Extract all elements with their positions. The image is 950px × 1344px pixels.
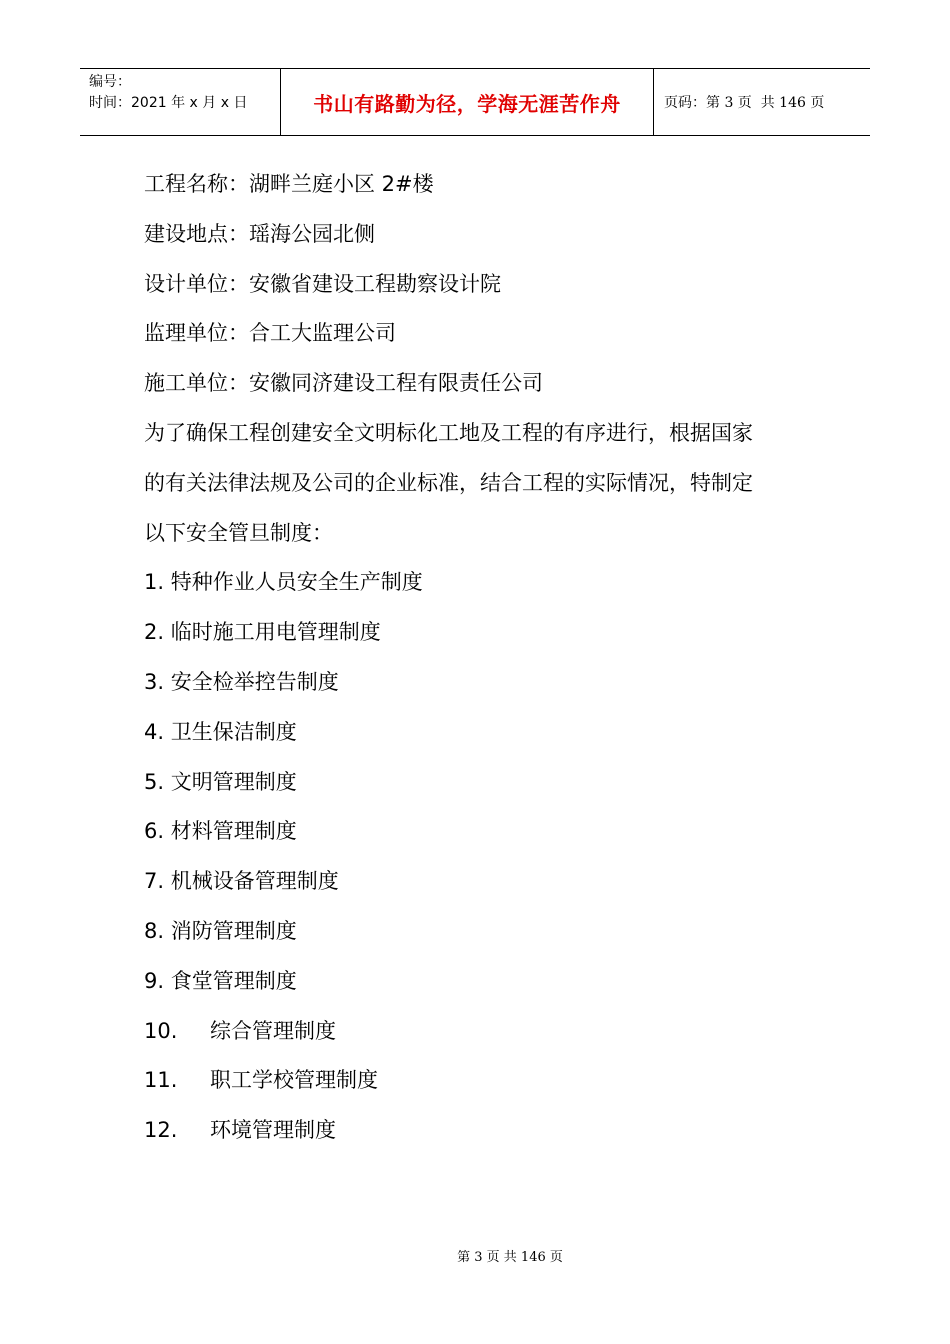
rule-text: 职工学校管理制度	[210, 1068, 378, 1093]
rule-number: 9.	[144, 968, 165, 993]
document-body	[144, 160, 824, 1156]
rule-item	[144, 758, 824, 808]
rule-number: 5.	[144, 769, 165, 794]
rule-number: 11.	[144, 1068, 178, 1093]
header-page-info	[654, 69, 870, 135]
page-header	[80, 68, 870, 136]
number-label: 编号：	[89, 74, 131, 90]
rule-item	[144, 608, 824, 658]
header-motto: 书山有路勤为径，学海无涯苦作舟	[281, 69, 654, 135]
rule-text: 综合管理制度	[210, 1018, 336, 1043]
rule-item	[144, 957, 824, 1007]
rule-number: 2.	[144, 620, 165, 645]
page-footer: 第 3 页 共 146 页	[457, 1250, 563, 1265]
rule-text: 机械设备管理制度	[170, 869, 339, 894]
design-unit: 设计单位：安徽省建设工程勘察设计院	[144, 271, 501, 296]
rule-number: 8.	[144, 918, 165, 943]
rule-item	[144, 907, 824, 957]
rule-number: 1.	[144, 570, 165, 595]
intro-line-3: 以下安全管旦制度：	[144, 520, 333, 545]
header-meta	[80, 69, 281, 135]
rule-text: 文明管理制度	[170, 769, 297, 794]
rule-text: 临时施工用电管理制度	[170, 620, 381, 645]
project-name: 工程名称：湖畔兰庭小区 2#楼	[144, 172, 434, 196]
construction-unit: 施工单位：安徽同济建设工程有限责任公司	[144, 371, 543, 396]
project-location: 建设地点：瑶海公园北侧	[144, 221, 375, 246]
intro-line-2: 的有关法律法规及公司的企业标准，结合工程的实际情况，特制定	[144, 470, 753, 495]
rule-number: 6.	[144, 819, 165, 844]
rule-text: 安全检举控告制度	[170, 669, 339, 694]
intro-line-1: 为了确保工程创建安全文明标化工地及工程的有序进行，根据国家	[144, 420, 753, 445]
rule-item	[144, 857, 824, 907]
rule-text: 材料管理制度	[170, 819, 297, 844]
rule-number: 4.	[144, 719, 165, 744]
rule-text: 消防管理制度	[170, 918, 297, 943]
supervision-unit: 监理单位：合工大监理公司	[144, 321, 396, 346]
rule-number: 12.	[144, 1118, 178, 1143]
rule-text: 环境管理制度	[210, 1118, 336, 1143]
rule-item	[144, 807, 824, 857]
time-label: 时间：2021 年 x 月 x 日	[89, 95, 248, 111]
rule-number: 3.	[144, 669, 165, 694]
rule-text: 卫生保洁制度	[170, 719, 297, 744]
rule-text: 食堂管理制度	[170, 968, 297, 993]
rule-text: 特种作业人员安全生产制度	[170, 570, 423, 595]
rule-number: 7.	[144, 869, 165, 894]
rule-item	[144, 1056, 824, 1106]
rule-number: 10.	[144, 1018, 178, 1043]
rule-item	[144, 558, 824, 608]
rule-item	[144, 708, 824, 758]
rule-item	[144, 1106, 824, 1156]
rule-item	[144, 1007, 824, 1057]
rule-item	[144, 658, 824, 708]
page-info-text: 页码：第 3 页 共 146 页	[664, 95, 825, 111]
